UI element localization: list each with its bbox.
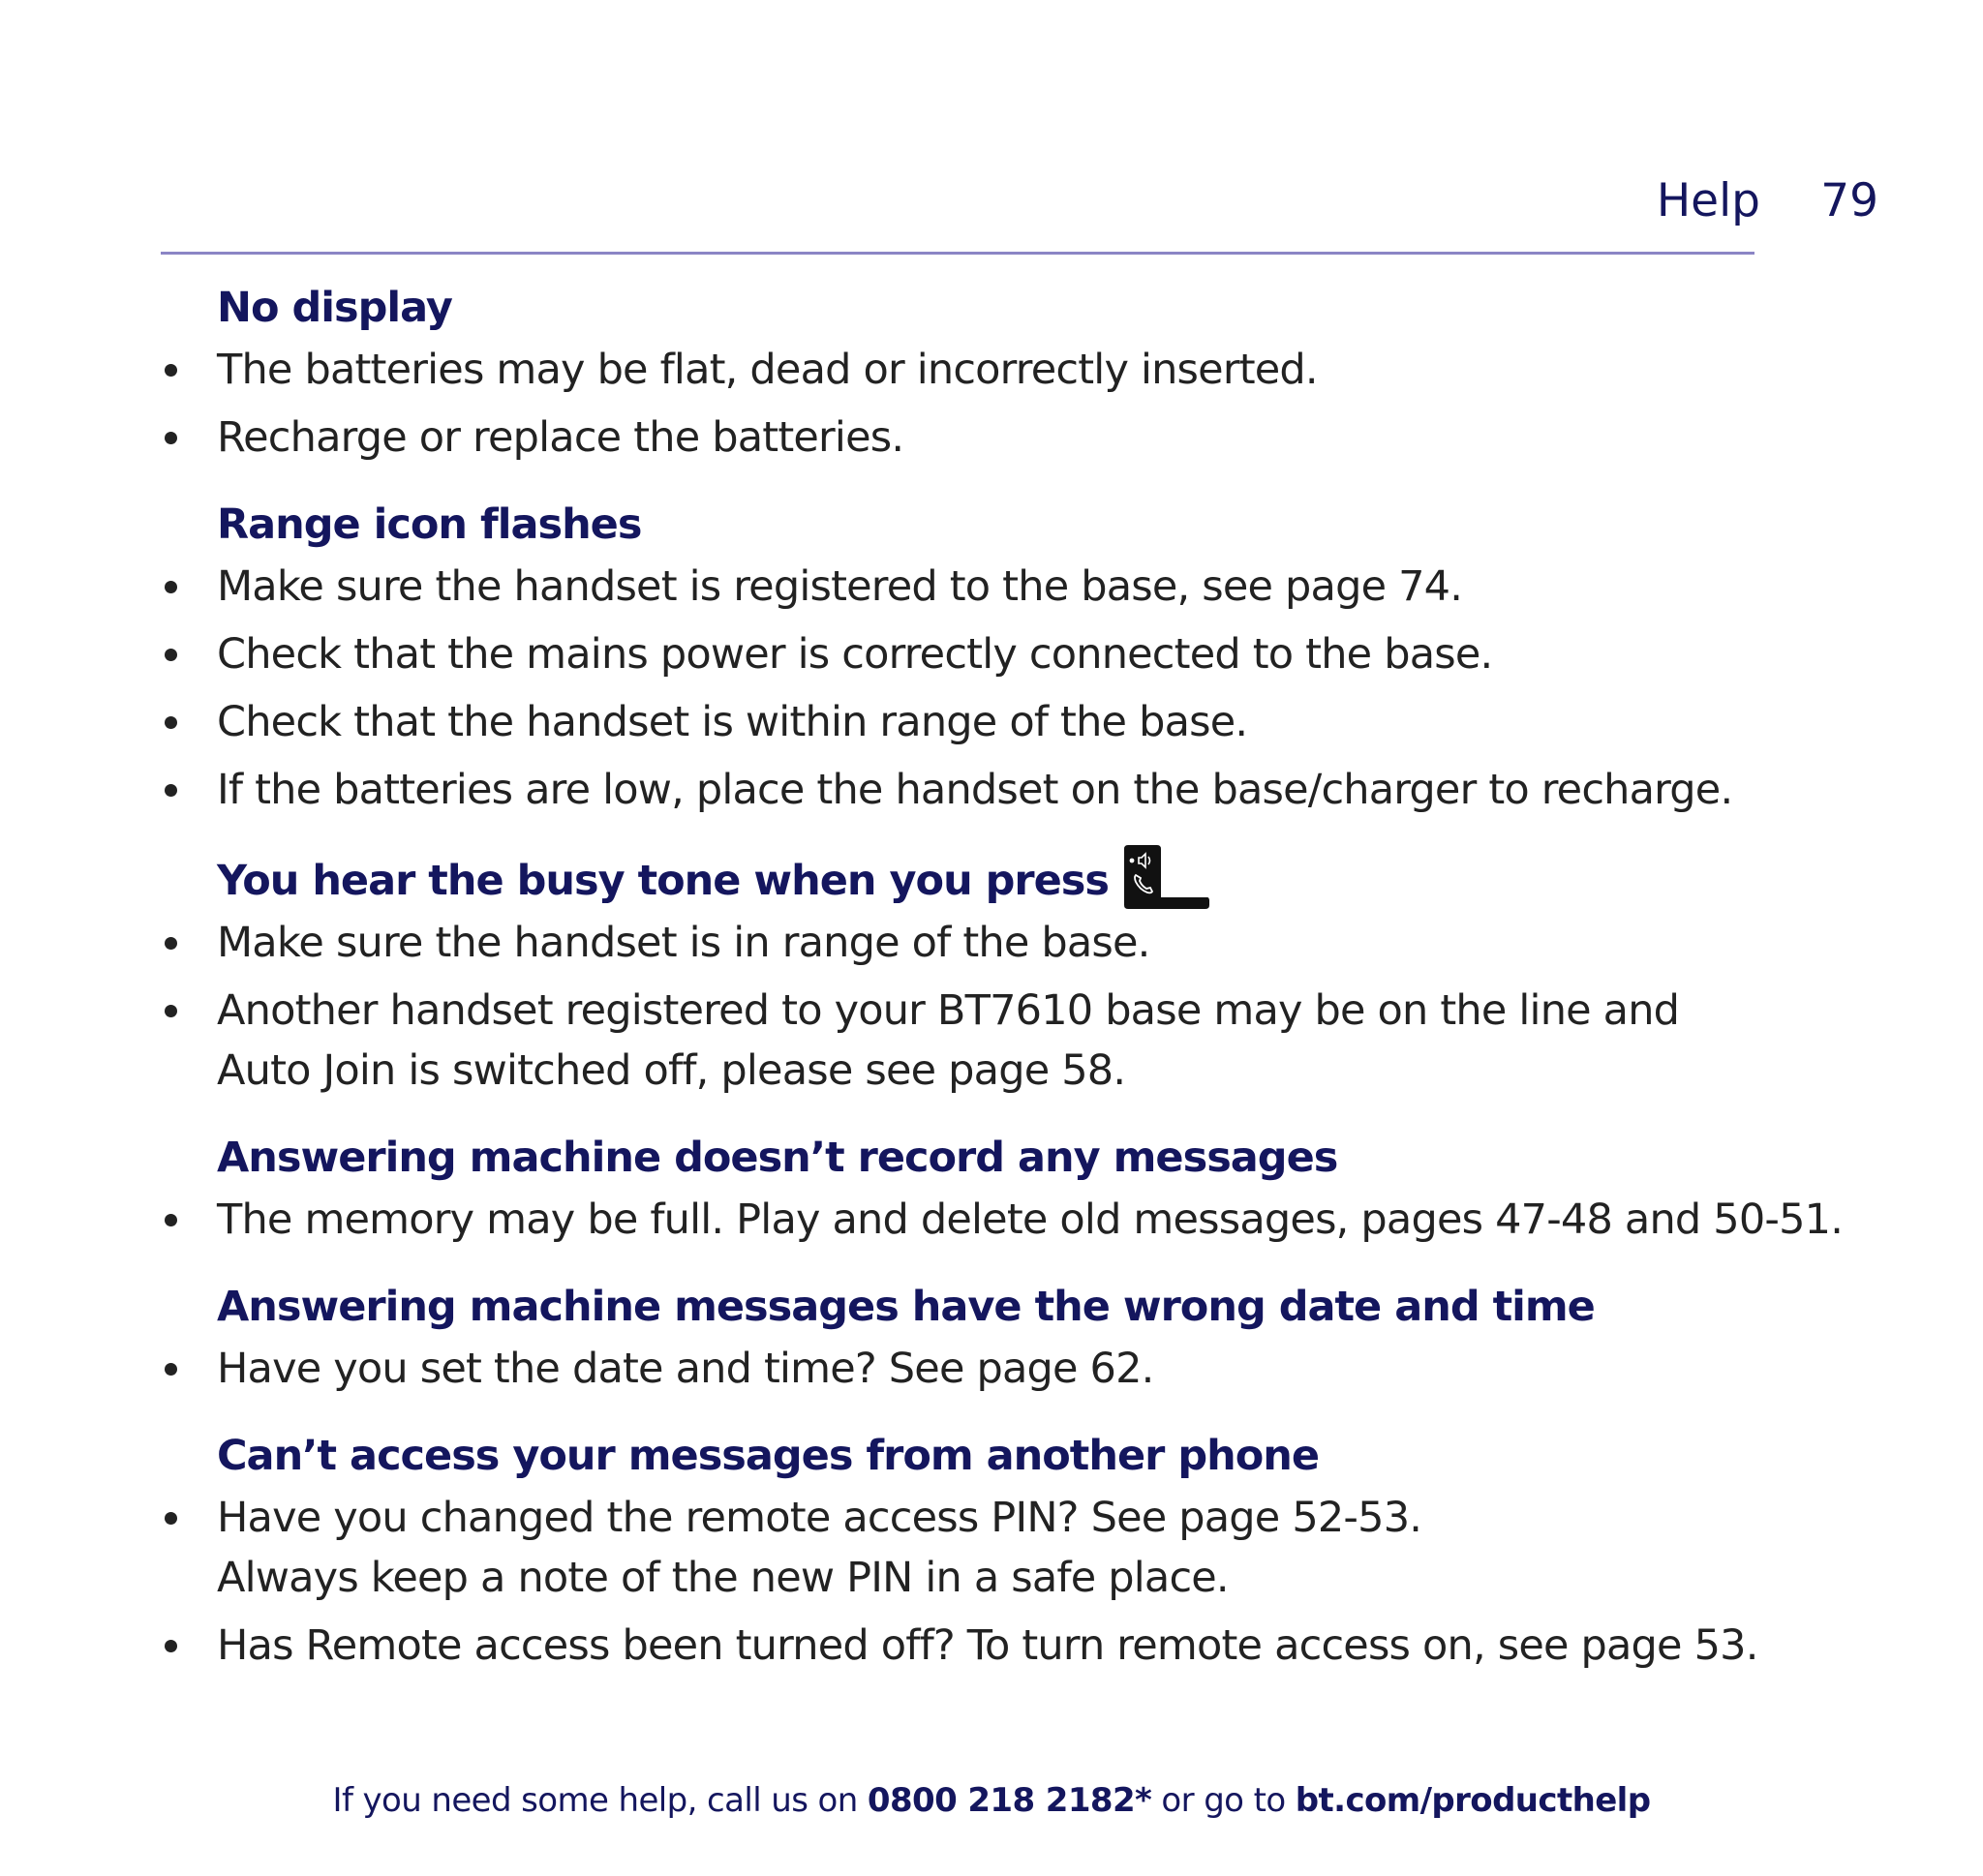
help-section (161, 1424, 1807, 1676)
talk-handsfree-key-icon (1118, 843, 1211, 911)
footer-text: If you need some help, call us on (332, 1781, 868, 1820)
bullet-text: Check that the handset is within range of the base. (217, 698, 1248, 746)
section-heading: You hear the busy tone when you press (217, 857, 1109, 905)
section-heading-row (217, 845, 1807, 913)
bullet-point (165, 937, 177, 950)
bullet-text: Recharge or replace the batteries. (217, 413, 904, 462)
bullet-point (165, 1640, 177, 1652)
section-heading: Can’t access your messages from another phone (217, 1432, 1320, 1480)
bullet-list (161, 1190, 1844, 1250)
bullet-item (161, 913, 1807, 973)
page-header (0, 172, 1983, 230)
bullet-list (161, 1339, 1807, 1399)
bullet-item (161, 624, 1807, 684)
bullet-point (165, 716, 177, 729)
bullet-item (161, 692, 1807, 752)
bullet-item (161, 760, 1807, 820)
bullet-point (165, 364, 177, 377)
bullet-item (161, 408, 1807, 468)
page-footer (0, 1781, 1983, 1820)
bullet-text-continued: Auto Join is switched off, please see page 58. (217, 1046, 1126, 1095)
bullet-text: Make sure the handset is in range of the base. (217, 919, 1150, 967)
bullet-point (165, 1512, 177, 1525)
help-section (161, 1126, 1844, 1250)
bullet-point (165, 1363, 177, 1376)
footer-text-middle: or go to (1151, 1781, 1296, 1820)
section-heading: Answering machine doesn’t record any messages (217, 1134, 1338, 1182)
help-section (161, 493, 1807, 820)
bullet-item (161, 1339, 1807, 1399)
header-divider (161, 252, 1754, 255)
bullet-text-continued: Always keep a note of the new PIN in a safe place. (217, 1554, 1229, 1602)
help-section (161, 276, 1807, 468)
bullet-text: Have you set the date and time? See page 62. (217, 1345, 1154, 1393)
bullet-point (165, 649, 177, 661)
bullet-list (161, 1488, 1807, 1676)
section-heading: Answering machine messages have the wrong date and time (217, 1283, 1595, 1331)
bullet-text: Another handset registered to your BT7610 base may be on the line and (217, 986, 1680, 1035)
bullet-point (165, 1005, 177, 1017)
bullet-list (161, 340, 1807, 468)
help-content (161, 276, 1844, 1701)
bullet-text: The memory may be full. Play and delete old messages, pages 47-48 and 50-51. (217, 1195, 1844, 1244)
bullet-list (161, 913, 1807, 1101)
bullet-item (161, 340, 1807, 400)
bullet-item (161, 1616, 1807, 1676)
bullet-point (165, 581, 177, 593)
bullet-point (165, 432, 177, 444)
bullet-text: If the batteries are low, place the handset on the base/charger to recharge. (217, 766, 1733, 814)
bullet-item (161, 1488, 1807, 1608)
section-heading: Range icon flashes (217, 500, 642, 549)
footer-phone-number: 0800 218 2182* (867, 1781, 1152, 1820)
bullet-text: Has Remote access been turned off? To turn remote access on, see page 53. (217, 1621, 1758, 1670)
help-section (161, 1275, 1807, 1399)
bullet-point (165, 784, 177, 797)
bullet-text: The batteries may be flat, dead or incorrectly inserted. (217, 346, 1318, 394)
help-section (161, 845, 1807, 1101)
footer-website-link[interactable]: bt.com/producthelp (1295, 1781, 1651, 1820)
bullet-point (165, 1214, 177, 1226)
bullet-text: Make sure the handset is registered to the base, see page 74. (217, 562, 1463, 611)
bullet-item (161, 1190, 1844, 1250)
bullet-text: Check that the mains power is correctly connected to the base. (217, 630, 1493, 679)
bullet-item (161, 981, 1807, 1101)
bullet-text: Have you changed the remote access PIN? See page 52-53. (217, 1494, 1422, 1542)
section-heading: No display (217, 284, 452, 332)
bullet-item (161, 557, 1807, 617)
bullet-list (161, 557, 1807, 820)
page-number: 79 (1820, 174, 1878, 227)
header-section-title: Help (1656, 174, 1760, 227)
